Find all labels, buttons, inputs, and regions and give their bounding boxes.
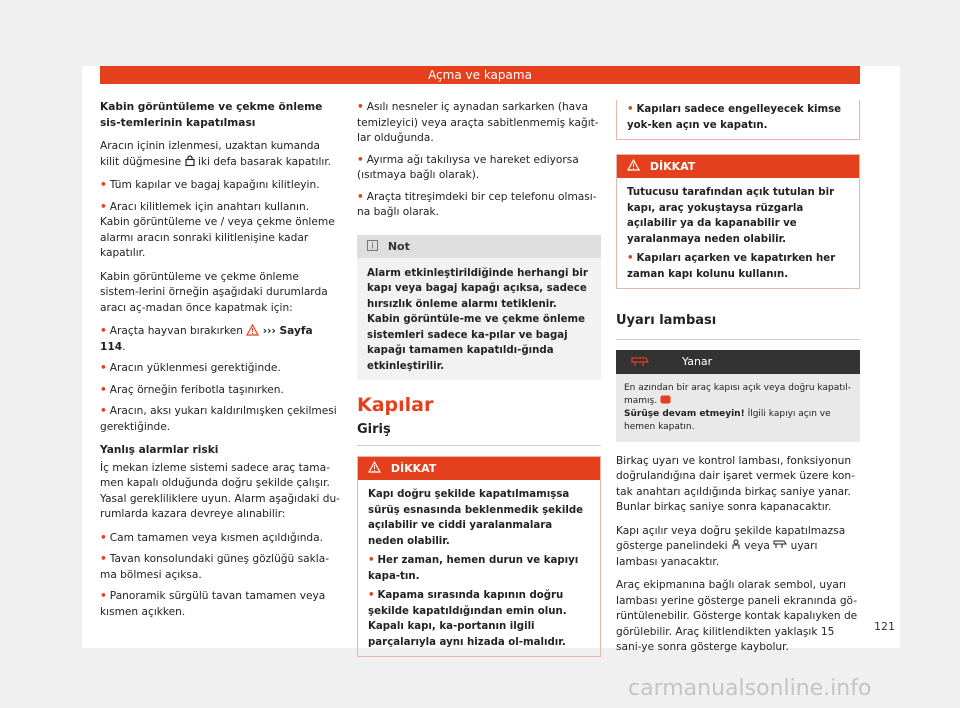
list-item (617, 100, 859, 139)
bullet-icon: • (357, 153, 364, 166)
list-item (627, 251, 849, 282)
text: Panoramik sürgülü tavan tamamen veya kısmen açıkken. (100, 590, 326, 618)
warning-box (357, 456, 601, 657)
door-open-icon (773, 540, 787, 549)
text: Aracın içinin izlenmesi, uzaktan kumanda kilit düğmesine (100, 140, 321, 168)
bullet-icon: • (100, 325, 107, 337)
column-1 (100, 100, 340, 626)
text: Sürüşe devam etmeyin! (624, 408, 745, 419)
bullet-icon: • (100, 531, 107, 544)
bullet-icon: • (627, 253, 634, 264)
subsection-title: Giriş (357, 422, 601, 447)
lamp-title: Yanar (682, 354, 713, 368)
text: Aracı kilitlemek için anahtarı kullanın. Kabin görüntüleme ve / veya çekme önleme alarmı aracın sonraki kilitlenişine kadar kapatılır. (100, 200, 335, 259)
bullet-icon: • (100, 383, 107, 396)
note-title: Not (387, 239, 410, 253)
text: Kapıları sadece engelleyecek kimse yok-ken açın ve kapatın. (627, 104, 842, 131)
text: Cam tamamen veya kısmen açıldığında. (109, 531, 324, 544)
bullet-icon: • (368, 555, 375, 566)
list-item (100, 552, 340, 583)
text: iki defa basarak kapatılır. (197, 155, 332, 168)
paragraph: İç mekan izleme sistemi sadece araç tama-men kapalı olduğunda doğru şekilde çalışır. Yasal gerekliliklere uyun. Alarm aşağıdaki du-rumlarda kazara devreye alınabilir: (100, 461, 340, 520)
column-3 (616, 100, 860, 664)
list-item (368, 588, 590, 650)
section-title: Kapılar (357, 394, 434, 416)
bullet-icon: • (100, 553, 107, 565)
bullet-icon: • (100, 590, 107, 602)
text: İlgili kapıyı açın ve hemen kapatın. (624, 408, 831, 432)
note-header (357, 235, 601, 258)
list-item (100, 404, 340, 435)
text: En azından bir araç kapısı açık veya doğru kapatıl-mamış. (624, 382, 852, 406)
bullet-icon: • (100, 179, 107, 191)
list-item (357, 100, 601, 147)
text: Araçta hayvan bırakırken (109, 325, 243, 337)
page-number: 121 (874, 620, 895, 633)
watermark: carmanualsonline.info (628, 676, 872, 701)
list-item (100, 383, 340, 399)
bullet-icon: • (357, 190, 364, 203)
list-item (357, 153, 601, 184)
bullet-icon: • (100, 200, 107, 213)
text: Kapama sırasında kapının doğru şekilde kapatıldığından emin olun. Kapalı kapı, ka-portanın ilgili parçalarıyla aynı hizada ol-malıdır. (368, 590, 567, 648)
list-item (357, 190, 601, 221)
list-item (100, 200, 340, 262)
warning-body (617, 178, 859, 288)
text: Asılı nesneler iç aynadan sarkarken (hava temizleyici) veya araçta sabitlenmemiş kağıt-lar olduğunda. (357, 101, 599, 144)
warning-box (616, 154, 860, 289)
warning-title: DİKKAT (649, 160, 696, 173)
bullet-icon: • (100, 405, 107, 417)
section-heading: Kabin görüntüleme ve çekme önleme sis-temlerinin kapatılması (100, 101, 323, 129)
text: Tüm kapılar ve bagaj kapağını kilitleyin. (109, 179, 320, 191)
text: veya (744, 540, 770, 552)
text: Her zaman, hemen durun ve kapıyı kapa-tın. (368, 555, 579, 582)
page-header: Açma ve kapama (100, 66, 860, 84)
warning-header (617, 155, 859, 178)
bullet-icon: • (627, 104, 634, 115)
text: Tavan konsolundaki güneş gözlüğü sakla-ma bölmesi açıksa. (100, 553, 330, 581)
bullet-icon: • (357, 101, 364, 113)
paragraph: Birkaç uyarı ve kontrol lambası, fonksiyonun doğrulandığına dair işaret vermek üzere kon-tak anahtarı açıldığında birkaç saniye yanar. Bunlar birkaç saniye sonra kapanacaktır. (616, 454, 855, 513)
warning-triangle-icon (246, 324, 259, 336)
warning-header (358, 457, 600, 480)
warning-lamp-box (616, 350, 860, 442)
text: Kapıları açarken ve kapatırken her zaman kapı kolunu kullanın. (627, 253, 836, 280)
lock-icon (185, 155, 195, 166)
lamp-header (616, 350, 860, 374)
book-icon (660, 395, 671, 404)
warning-triangle-icon (368, 461, 381, 473)
car-door-icon (731, 539, 741, 550)
text: Aracın, aksı yukarı kaldırılmışken çekilmesi gerektiğinde. (100, 405, 337, 433)
bullet-icon: • (100, 362, 107, 374)
text: Aracın yüklenmesi gerektiğinde. (109, 362, 281, 374)
column-2 (357, 100, 601, 667)
text: uyarı lambası yanacaktır. (616, 540, 818, 568)
list-item (100, 178, 340, 194)
warning-continuation-box (616, 100, 860, 140)
text: Kapı açılır veya doğru şekilde kapatılmazsa gösterge panelindeki (616, 524, 846, 552)
warning-text: Tutucusu tarafından açık tutulan bir kapı, araç yokuştaysa rüzgarla açılabilir ya da kapanabilir ve yaralanmaya neden olabilir. (627, 187, 835, 245)
list-item (368, 553, 590, 584)
text: Araçta titreşimdeki bir cep telefonu olması-na bağlı olarak. (357, 190, 597, 218)
paragraph (100, 139, 340, 170)
lamp-section-title: Uyarı lambası (616, 313, 860, 340)
warning-title: DİKKAT (390, 462, 437, 475)
text: Araç örneğin feribotla taşınırken. (109, 383, 284, 396)
text: Ayırma ağı takılıysa ve hareket ediyorsa (ısıtmaya bağlı olarak). (357, 153, 579, 181)
warning-text: Kapı doğru şekilde kapatılmamışsa sürüş esnasında beklenmedik şekilde açılabilir ve ciddi yaralanmalara neden olabilir. (368, 489, 584, 547)
note-box (357, 235, 601, 381)
list-item: • Araçta hayvan bırakırken ››› Sayfa 114. (100, 325, 313, 353)
note-text: Alarm etkinleştirildiğinde herhangi bir kapı veya bagaj kapağı açıksa, sadece hırsızlık önleme alarmı tetiklenir. Kabin görüntüle-me ve çekme önleme sistemleri sadece ka-pılar ve bagaj kapağı tamamen kapatıldı-ğında etkinleştirilir. (357, 258, 601, 381)
info-icon (367, 240, 378, 251)
door-open-icon (630, 356, 650, 368)
paragraph: Kabin görüntüleme ve çekme önleme sistem-lerini örneğin aşağıdaki durumlarda aracı aç-madan önce kapatmak için: (100, 270, 328, 314)
paragraph: Araç ekipmanına bağlı olarak sembol, uyarı lambası yerine gösterge paneli ekranında gö-rüntülenebilir. Gösterge kontak kapalıyken de görülebilir. Araç kilitlendikten yaklaşık 15 sani-ye sonra gösterge kaybolur. (616, 579, 858, 653)
list-item (100, 531, 340, 547)
warning-triangle-icon (627, 159, 640, 171)
paragraph (616, 524, 860, 571)
list-item (100, 589, 340, 620)
subheading: Yanlış alarmlar riski (100, 444, 219, 456)
list-item (100, 361, 340, 377)
lamp-body (616, 374, 860, 442)
page-reference-link[interactable]: ››› Sayfa 114 (100, 325, 313, 353)
bullet-icon: • (368, 590, 375, 601)
warning-body (358, 480, 600, 656)
